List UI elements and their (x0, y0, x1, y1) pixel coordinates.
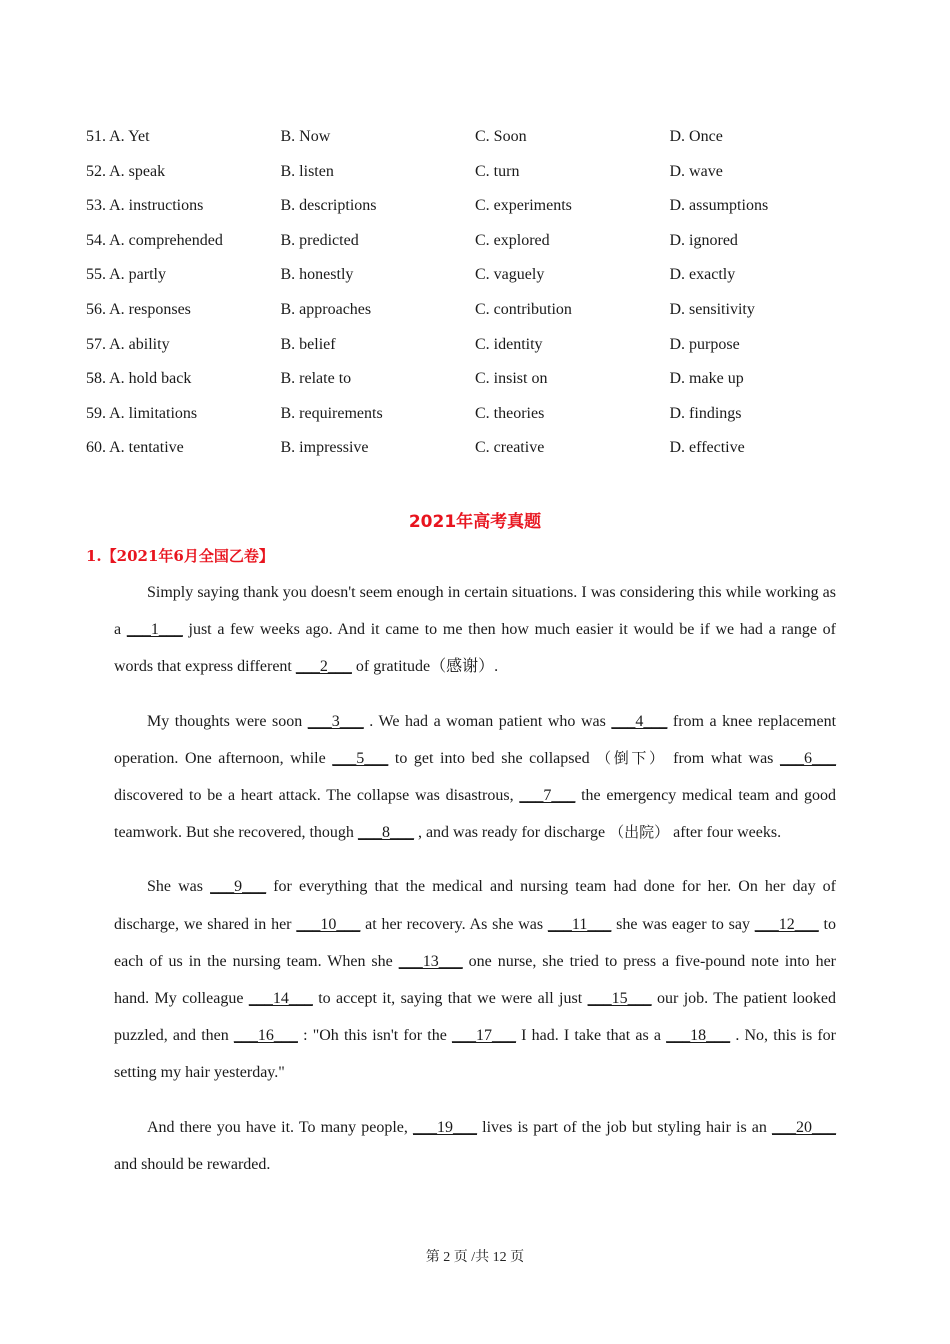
question-number: 52. (86, 162, 106, 180)
question-number: 54. (86, 231, 106, 249)
text-run: the emergency medical team and good teamwork. But she recovered, though (114, 787, 837, 842)
option-a-text: A. responses (109, 300, 191, 318)
option-a (86, 229, 281, 264)
blank-2: ___2___ (295, 658, 352, 676)
option-a-text: A. ability (109, 335, 170, 353)
blank-18: ___18___ (666, 1027, 731, 1045)
option-c: C. Soon (475, 128, 527, 145)
question-number: 51. (86, 128, 106, 145)
blank-14: ___14___ (248, 990, 313, 1008)
paragraph-4 (114, 1109, 836, 1183)
option-b: B. Now (280, 128, 331, 145)
blank-8: ___8___ (357, 824, 414, 842)
option-list (86, 125, 866, 471)
text-run: just a few weeks ago. And it came to me then how much easier it would be if we had a range of words that express different (114, 621, 837, 676)
option-c: C. contribution (475, 300, 572, 318)
option-row-58 (86, 367, 866, 402)
text-run: to accept it, saying that we were all just (312, 990, 588, 1008)
option-d: D. sensitivity (669, 300, 755, 318)
blank-16: ___16___ (233, 1027, 298, 1045)
option-d: D. wave (669, 162, 723, 180)
question-number: 58. (86, 370, 106, 388)
text-run: , and was ready for discharge (413, 824, 610, 842)
option-a (86, 263, 281, 298)
text-run: she was eager to say (611, 915, 755, 933)
question-number: 57. (86, 335, 106, 353)
option-c: C. theories (475, 404, 545, 422)
text-run: and should be rewarded. (114, 1155, 271, 1173)
blank-9: ___9___ (210, 878, 267, 896)
text-run: of gratitude（感谢）. (351, 658, 499, 676)
option-c: C. vaguely (475, 266, 545, 284)
blank-13: ___13___ (398, 952, 463, 970)
text-run: : "Oh this isn't for the (297, 1027, 452, 1045)
blank-3: ___3___ (307, 712, 364, 730)
text-run: at her recovery. As she was (360, 915, 548, 933)
text-run: She was (147, 878, 211, 896)
text-run: one nurse, she tried to press a five-pound note into her hand. My colleague (114, 952, 837, 1008)
chinese-gloss: （出院） (609, 823, 670, 842)
option-a (86, 298, 281, 333)
option-row-51 (86, 125, 866, 160)
text-run: to each of us in the nursing team. When she (114, 915, 836, 970)
blank-19: ___19___ (413, 1118, 478, 1136)
option-d: D. ignored (669, 231, 738, 249)
paragraph-1 (114, 574, 836, 686)
text-run: I had. I take that as a (515, 1027, 667, 1045)
option-c: C. insist on (475, 370, 548, 388)
question-heading: 1.【2021年6月全国乙卷】 (86, 547, 274, 565)
paragraph-3 (114, 868, 836, 1091)
option-a-text: A. limitations (109, 404, 198, 422)
option-a-text: A. partly (109, 266, 166, 284)
option-a (86, 194, 281, 229)
option-a (86, 367, 281, 402)
option-row-60 (86, 436, 866, 471)
option-c: C. explored (475, 231, 550, 249)
question-number: 56. (86, 300, 106, 318)
option-row-53 (86, 194, 866, 229)
option-a (86, 436, 281, 471)
option-row-59 (86, 402, 866, 437)
page-footer: 第 2 页 /共 12 页 (425, 1250, 525, 1265)
text-run: to get into bed she collapsed (388, 749, 597, 767)
option-c: C. creative (475, 439, 545, 457)
question-number: 55. (86, 266, 106, 284)
blank-15: ___15___ (587, 990, 652, 1008)
option-a-text: A. comprehended (109, 231, 223, 249)
option-d: D. assumptions (669, 197, 769, 215)
option-a-text: A. speak (109, 162, 166, 180)
cloze-passage (114, 574, 836, 1200)
blank-11: ___11___ (547, 915, 612, 933)
option-d: D. exactly (669, 266, 736, 284)
option-a (86, 333, 281, 368)
text-run: our job. The patient looked puzzled, and then (114, 990, 836, 1045)
option-d: D. Once (669, 128, 723, 145)
blank-4: ___4___ (611, 712, 668, 730)
blank-6: ___6___ (780, 749, 836, 767)
text-run: discovered to be a heart attack. The collapse was disastrous, (114, 787, 520, 805)
option-b: B. belief (280, 335, 336, 353)
text-run: Simply saying thank you doesn't seem enough in certain situations. I was considering this while working as a (114, 584, 836, 639)
chinese-gloss: （倒下） (596, 748, 667, 767)
section-title: 2021年高考真题 (408, 512, 542, 532)
text-run: after four weeks. (669, 824, 782, 842)
blank-7: ___7___ (519, 787, 576, 805)
question-number: 59. (86, 404, 106, 422)
text-run: for everything that the medical and nursing team had done for her. On her day of discharge, we shared in her (114, 878, 836, 933)
option-c: C. turn (475, 162, 520, 180)
option-row-55 (86, 263, 866, 298)
option-row-54 (86, 229, 866, 264)
option-b: B. predicted (280, 231, 359, 249)
text-run: from what was (666, 749, 780, 767)
paragraph-2 (114, 703, 836, 852)
text-run: lives is part of the job but styling hair is an (477, 1118, 772, 1136)
option-a-text: A. instructions (109, 197, 204, 215)
blank-20: ___20___ (772, 1118, 836, 1136)
option-b: B. honestly (280, 266, 354, 284)
blank-12: ___12___ (754, 915, 819, 933)
blank-5: ___5___ (332, 749, 389, 767)
text-run: . We had a woman patient who was (363, 712, 612, 730)
option-a (86, 402, 281, 437)
option-row-56 (86, 298, 866, 333)
blank-17: ___17___ (451, 1027, 516, 1045)
blank-10: ___10___ (296, 915, 361, 933)
text-run: My thoughts were soon (147, 712, 308, 730)
question-number: 53. (86, 197, 106, 215)
option-a (86, 160, 281, 195)
option-a-text: A. Yet (109, 128, 150, 145)
option-d: D. findings (669, 404, 742, 422)
option-row-52 (86, 160, 866, 195)
option-a-text: A. tentative (109, 439, 184, 457)
option-b: B. descriptions (280, 197, 377, 215)
text-run: from a knee replacement operation. One afternoon, while (114, 712, 837, 767)
option-b: B. requirements (280, 404, 383, 422)
option-c: C. experiments (475, 197, 572, 215)
option-c: C. identity (475, 335, 543, 353)
option-b: B. impressive (280, 439, 369, 457)
option-d: D. purpose (669, 335, 740, 353)
blank-1: ___1___ (126, 621, 183, 639)
text-run: And there you have it. To many people, (147, 1118, 414, 1136)
option-b: B. relate to (280, 370, 352, 388)
option-b: B. listen (280, 162, 334, 180)
option-d: D. make up (669, 370, 744, 388)
option-d: D. effective (669, 439, 745, 457)
text-run: . No, this is for setting my hair yesterday." (114, 1027, 837, 1082)
option-b: B. approaches (280, 300, 372, 318)
question-number: 60. (86, 439, 106, 457)
option-a (86, 125, 281, 160)
option-row-57 (86, 333, 866, 368)
option-a-text: A. hold back (109, 370, 192, 388)
